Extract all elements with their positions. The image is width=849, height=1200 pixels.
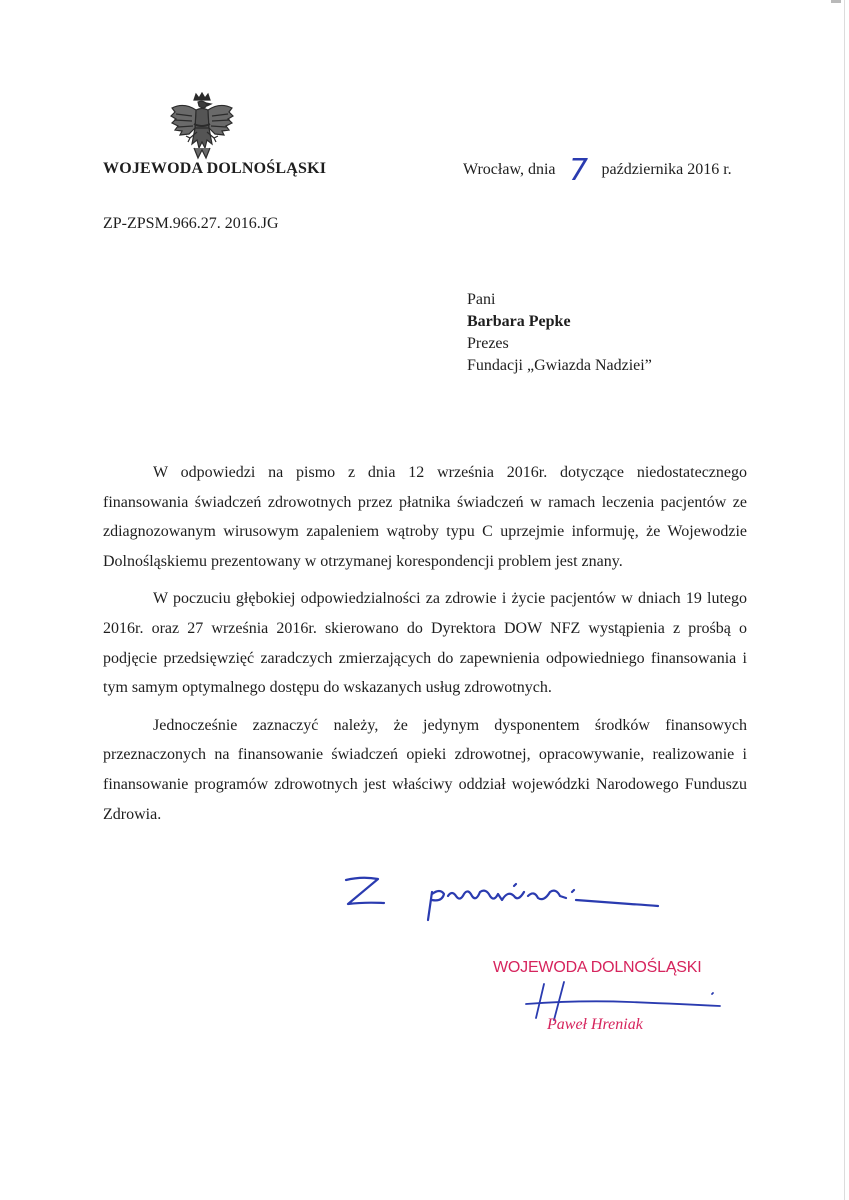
stamp-title: WOJEWODA DOLNOŚLĄSKI [493, 959, 702, 976]
recipient-block [467, 289, 652, 377]
recipient-name: Barbara Pepke [467, 313, 571, 330]
issuer-title: WOJEWODA DOLNOŚLĄSKI [103, 160, 327, 177]
date-line [463, 153, 732, 188]
date-day-handwritten: 7 [568, 153, 589, 188]
letter-body [103, 458, 747, 837]
recipient-salutation: Pani [467, 291, 496, 308]
handwritten-closing [340, 862, 670, 932]
body-paragraph-1: W odpowiedzi na pismo z dnia 12 września 2016r. dotyczące niedostatecznego finansowania świadczeń zdrowotnych przez płatnika świadczeń w ramach leczenia pacjentów ze zdiagnozowanym wirusowym zapaleniem wątroby typu C uprzejmie informuję, że Wojewodzie Dolnośląskiemu prezentowany w otrzymanej korespondencji problem jest znany. [103, 464, 747, 570]
polish-eagle-emblem-icon [168, 92, 236, 162]
recipient-position: Prezes [467, 335, 509, 352]
body-paragraph-3: Jednocześnie zaznaczyć należy, że jedynym dysponentem środków finansowych przeznaczonych na finansowanie świadczeń opieki zdrowotnej, opracowywanie, realizowanie i finansowanie programów zdrowotnych jest właściwy oddział wojewódzki Narodowego Funduszu Zdrowia. [103, 716, 747, 823]
body-paragraph-2: W poczuciu głębokiej odpowiedzialności za zdrowie i życie pacjentów w dniach 19 lutego 2016r. oraz 27 września 2016r. skierowano do Dyrektora DOW NFZ wystąpienia z prośbą o podjęcie przedsięwzięć zaradczych zmierzających do zapewnienia odpowiedniego finansowania i tym samym optymalnego dostępu do wskazanych usług zdrowotnych. [103, 590, 747, 697]
date-prefix: Wrocław, dnia [463, 161, 556, 178]
date-suffix: października 2016 r. [601, 161, 732, 178]
recipient-organization: Fundacji „Gwiazda Nadziei” [467, 357, 652, 374]
scan-edge [844, 0, 845, 1200]
stamp-name: Paweł Hreniak [547, 1016, 643, 1033]
reference-number: ZP-ZPSM.966.27. 2016.JG [103, 215, 279, 232]
scan-mark [831, 0, 841, 3]
